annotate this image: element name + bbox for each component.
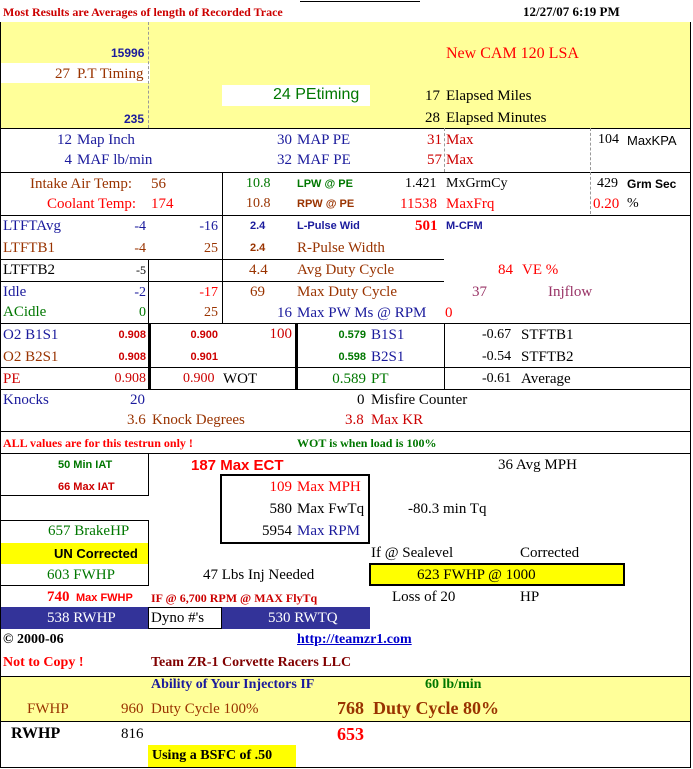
- rpulse-value: 2.4: [250, 242, 266, 254]
- elapsed-minutes-label: Elapsed Minutes: [446, 110, 547, 126]
- loss: Loss of 20: [392, 589, 456, 605]
- max-mph-value: 109: [269, 479, 292, 495]
- lpw-label: LPW @ PE: [297, 178, 353, 190]
- r-b1s1-label: B1S1: [371, 327, 405, 343]
- ltftb1-label: LTFTB1: [3, 240, 55, 256]
- rwhp-footer-label: RWHP: [11, 725, 61, 742]
- max-fwhp-value: 740: [47, 589, 70, 605]
- ltftb1-a: -4: [134, 241, 146, 256]
- rwhp-footer-value: 816: [121, 726, 144, 742]
- coolant-value: 174: [151, 196, 174, 212]
- min-tq: -80.3 min Tq: [408, 501, 487, 517]
- knocks-label: Knocks: [3, 392, 49, 408]
- pt-timing-value: 27: [55, 66, 70, 82]
- iat-value: 56: [151, 176, 166, 192]
- rpw-value: 10.8: [246, 196, 271, 211]
- ltftb1-b: 25: [204, 241, 218, 256]
- maxkr-value: 3.8: [345, 412, 364, 428]
- pct-label: %: [627, 196, 639, 211]
- max2-value: 57: [427, 152, 442, 168]
- min-iat: 50 Min IAT: [58, 459, 113, 471]
- mcfm-value: 501: [415, 218, 438, 234]
- pe-b: 0.900: [183, 371, 215, 386]
- r-b2s1-label: B2S1: [371, 349, 405, 365]
- rpw-label: RPW @ PE: [297, 198, 355, 210]
- uncorrected: UN Corrected: [54, 546, 138, 561]
- max1-value: 31: [427, 132, 442, 148]
- avg-label: Average: [521, 371, 571, 387]
- avg-value: -0.61: [482, 371, 512, 386]
- max-fwhp-label: Max FWHP: [76, 592, 133, 604]
- map-pe-value: 30: [277, 132, 292, 148]
- stftb1-label: STFTB1: [521, 327, 574, 343]
- avg-mph: 36 Avg MPH: [498, 457, 577, 473]
- elapsed-miles-label: Elapsed Miles: [446, 88, 532, 104]
- stftb2-value: -0.54: [482, 349, 512, 364]
- wot-note: WOT is when load is 100%: [297, 436, 437, 450]
- maxkpa-value: 104: [598, 132, 619, 147]
- maxkr-label: Max KR: [371, 412, 424, 428]
- fwhp: 603 FWHP: [47, 567, 115, 583]
- bsfc: Using a BSFC of .50: [152, 748, 273, 763]
- maxduty-value: 69: [250, 284, 265, 300]
- lbs-inj: 47 Lbs Inj Needed: [203, 567, 315, 583]
- pt-value: 0.589: [332, 371, 366, 387]
- dyno-label: Dyno #'s: [151, 610, 205, 626]
- header-datetime: 12/27/07 6:19 PM: [523, 4, 620, 19]
- maf-lb-label: MAF lb/min: [77, 152, 153, 168]
- ltftavg-b: -16: [199, 219, 218, 234]
- acidle-label: ACidle: [3, 304, 47, 320]
- duty80-value: 768: [337, 698, 364, 718]
- value-15996: 15996: [111, 46, 145, 60]
- max-iat: 66 Max IAT: [58, 481, 115, 493]
- pe-timing: 24 PEtiming: [273, 86, 360, 103]
- maxduty-label: Max Duty Cycle: [297, 284, 397, 300]
- wot-label: WOT: [223, 371, 258, 387]
- duty100-value: 960: [121, 701, 144, 717]
- degrees-value: 3.6: [127, 412, 146, 428]
- all-values-note: ALL values are for this testrun only !: [3, 436, 193, 450]
- ability-label: Ability of Your Injectors IF: [151, 677, 315, 692]
- duty100-label: Duty Cycle 100%: [151, 701, 259, 717]
- pct-value: 0.20: [593, 196, 620, 212]
- r-b2s1-value: 0.598: [338, 351, 366, 363]
- mcfm-label: M-CFM: [446, 220, 483, 232]
- corrected: Corrected: [520, 545, 580, 561]
- maxfrq-label: MaxFrq: [446, 196, 495, 212]
- o2-b1s1-a: 0.908: [118, 329, 146, 341]
- rwtq: 530 RWTQ: [268, 610, 338, 626]
- iat-label: Intake Air Temp:: [30, 176, 132, 192]
- maxpw-label: Max PW Ms @ RPM: [297, 305, 427, 321]
- stftb2-label: STFTB2: [521, 349, 574, 365]
- maxpw-rpm: 0: [445, 305, 453, 321]
- mxgrmcy-label: MxGrmCy: [446, 176, 508, 191]
- pe-a: 0.908: [114, 371, 146, 386]
- r-b1s1-value: 0.579: [338, 329, 366, 341]
- maf-pe-value: 32: [277, 152, 292, 168]
- acidle-b: 25: [204, 305, 218, 320]
- max-ect: 187 Max ECT: [191, 457, 284, 474]
- value-235: 235: [124, 112, 145, 126]
- maf-lb-value: 4: [64, 152, 72, 168]
- map-inch-value: 12: [57, 132, 72, 148]
- duty80-label: Duty Cycle 80%: [373, 698, 499, 718]
- injflow-value: 37: [472, 284, 487, 300]
- avgduty-value: 4.4: [249, 262, 268, 278]
- fwhp-label: FWHP: [27, 701, 69, 717]
- o2-b2s1-b: 0.901: [190, 351, 218, 363]
- knocks-value: 20: [130, 392, 145, 408]
- maxfrq-value: 11538: [400, 196, 437, 212]
- o2-b1s1-label: O2 B1S1: [3, 327, 59, 343]
- ltftb2-a: -5: [136, 263, 146, 277]
- grmsec-value: 429: [597, 176, 618, 191]
- mxgrmcy-value: 1.421: [405, 176, 437, 191]
- misfire-label: Misfire Counter: [371, 392, 468, 408]
- idle-a: -2: [134, 285, 146, 300]
- ve-label: VE %: [522, 262, 559, 278]
- lpw-value: 10.8: [246, 176, 271, 191]
- acidle-a: 0: [139, 305, 146, 320]
- maxkpa-label: MaxKPA: [627, 133, 677, 148]
- fwhp-corrected: 623 FWHP @ 1000: [417, 567, 536, 583]
- maxpw-value: 16: [277, 305, 292, 321]
- copyright: © 2000-06: [3, 632, 64, 647]
- hp-label: HP: [520, 589, 540, 605]
- o2-b1s1-b: 0.900: [190, 329, 218, 341]
- max1-label: Max: [446, 132, 474, 148]
- ltftb2-label: LTFTB2: [3, 262, 55, 278]
- if-sealevel: If @ Sealevel: [371, 545, 454, 561]
- lpulse-value: 2.4: [250, 220, 266, 232]
- cam-label: New CAM 120 LSA: [446, 45, 579, 62]
- avgduty-label: Avg Duty Cycle: [297, 262, 395, 278]
- lpulse-label: L-Pulse Wid: [297, 220, 360, 232]
- pt-label: PT: [371, 371, 389, 387]
- team-name: Team ZR-1 Corvette Racers LLC: [151, 655, 352, 670]
- misfire-value: 0: [357, 392, 365, 408]
- rpulse-label: R-Pulse Width: [297, 240, 385, 256]
- stftb1-value: -0.67: [482, 327, 512, 342]
- lbmin: 60 lb/min: [425, 677, 482, 692]
- rwhp-80: 653: [337, 724, 364, 744]
- degrees-label: Knock Degrees: [152, 412, 245, 428]
- idle-b: -17: [199, 285, 218, 300]
- grmsec-label: Grm Sec: [627, 177, 677, 191]
- elapsed-miles-value: 17: [425, 88, 440, 104]
- ltftavg-label: LTFTAvg: [3, 218, 61, 234]
- o2-b2s1-label: O2 B2S1: [3, 349, 59, 365]
- header-note: Most Results are Averages of length of Recorded Trace: [3, 5, 283, 19]
- maf-pe-label: MAF PE: [297, 152, 351, 168]
- map-inch-label: Map Inch: [77, 132, 135, 148]
- max-fwtq-label: Max FwTq: [297, 501, 365, 517]
- o2-b1s1-c: 100: [269, 326, 292, 342]
- not-to-copy: Not to Copy !: [3, 655, 84, 670]
- ve-value: 84: [498, 262, 513, 278]
- ltftavg-a: -4: [134, 219, 146, 234]
- at-rpm: IF @ 6,700 RPM @ MAX FlyTq: [151, 591, 318, 605]
- max-rpm-label: Max RPM: [297, 523, 360, 539]
- idle-label: Idle: [3, 284, 27, 300]
- o2-b2s1-a: 0.908: [118, 351, 146, 363]
- pt-timing-label: P.T Timing: [77, 66, 144, 82]
- brakehp: 657 BrakeHP: [48, 523, 130, 539]
- max-mph-label: Max MPH: [297, 479, 361, 495]
- coolant-label: Coolant Temp:: [47, 196, 137, 212]
- max-fwtq-value: 580: [269, 501, 292, 517]
- injflow-label: Injflow: [548, 284, 593, 300]
- map-pe-label: MAP PE: [297, 132, 351, 148]
- rwhp: 538 RWHP: [47, 610, 116, 626]
- max2-label: Max: [446, 152, 474, 168]
- max-rpm-value: 5954: [262, 523, 292, 539]
- pe-label: PE: [3, 371, 21, 387]
- website-link[interactable]: http://teamzr1.com: [297, 632, 412, 647]
- elapsed-minutes-value: 28: [425, 110, 440, 126]
